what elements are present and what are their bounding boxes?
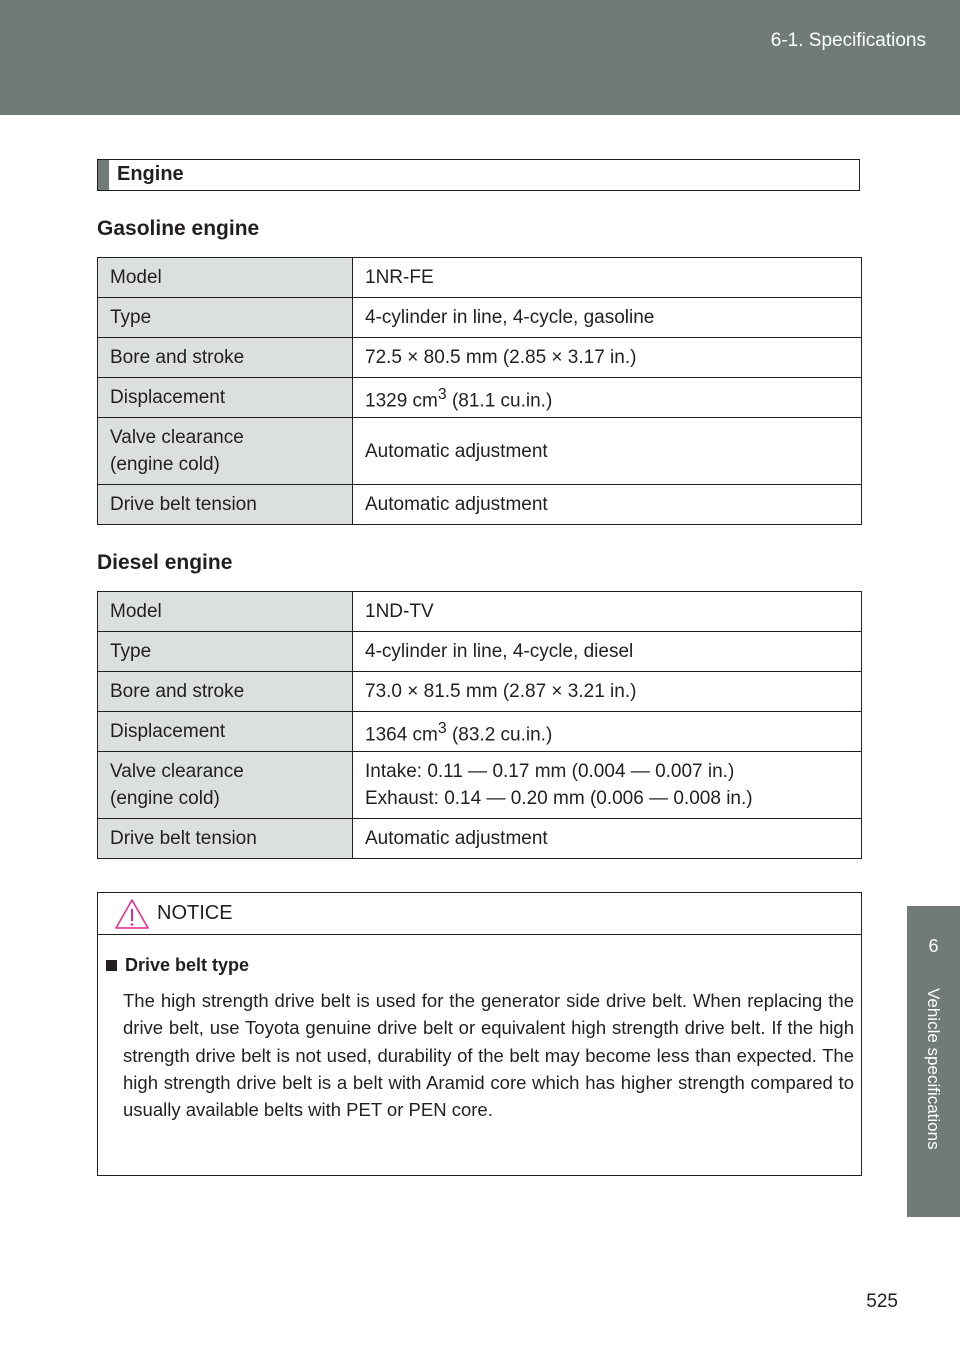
page-header xyxy=(0,0,960,115)
table-row xyxy=(98,418,862,485)
spec-label: Model xyxy=(98,592,353,632)
notice-item-title xyxy=(106,955,249,976)
chapter-tab xyxy=(907,906,960,1217)
spec-label xyxy=(98,418,353,485)
intake-clearance: Intake: 0.11 — 0.17 mm (0.004 — 0.007 in.) xyxy=(365,761,735,782)
spec-value: 73.0 × 81.5 mm (2.87 × 3.21 in.) xyxy=(353,672,862,712)
chapter-number: 6 xyxy=(928,936,939,956)
superscript: 3 xyxy=(437,719,447,737)
spec-label xyxy=(98,752,353,819)
table-row xyxy=(98,485,862,525)
table-row xyxy=(98,298,862,338)
spec-value: Automatic adjustment xyxy=(353,418,862,485)
spec-value: 1ND-TV xyxy=(353,592,862,632)
notice-title: NOTICE xyxy=(157,902,233,924)
notice-item-label: Drive belt type xyxy=(125,955,250,975)
label-line: (engine cold) xyxy=(110,454,220,475)
spec-value: Automatic adjustment xyxy=(353,819,862,859)
spec-label: Model xyxy=(98,258,353,298)
section-breadcrumb: 6-1. Specifications xyxy=(770,30,926,51)
displacement-number: 1364 cm xyxy=(365,724,438,746)
displacement-imperial: (83.2 cu.in.) xyxy=(446,724,553,746)
spec-value xyxy=(353,712,862,752)
exhaust-clearance: Exhaust: 0.14 — 0.20 mm (0.006 — 0.008 in.) xyxy=(365,788,753,809)
spec-value: 4-cylinder in line, 4-cycle, gasoline xyxy=(353,298,862,338)
spec-value xyxy=(353,378,862,418)
displacement-number: 1329 cm xyxy=(365,390,438,412)
table-row xyxy=(98,712,862,752)
spec-label: Displacement xyxy=(98,712,353,752)
displacement-imperial: (81.1 cu.in.) xyxy=(446,390,553,412)
table-row xyxy=(98,258,862,298)
table-row xyxy=(98,378,862,418)
section-title-bar xyxy=(97,159,860,191)
warning-triangle-icon xyxy=(114,898,150,930)
spec-value: 1NR-FE xyxy=(353,258,862,298)
table-row xyxy=(98,752,862,819)
section-title: Engine xyxy=(117,163,184,185)
table-row xyxy=(98,338,862,378)
gasoline-spec-table xyxy=(97,257,862,525)
table-row xyxy=(98,672,862,712)
spec-label: Bore and stroke xyxy=(98,672,353,712)
table-row xyxy=(98,819,862,859)
diesel-spec-table xyxy=(97,591,862,859)
notice-body: The high strength drive belt is used for the generator side drive belt. When replacing the drive belt, use Toyota genuine drive belt or equivalent high strength drive belt. If the high strength drive belt is not used, durability of the belt may become less than expected. The high strength drive belt is a belt with Aramid core which has higher strength compared to usually available belts with PET or PEN core. xyxy=(123,990,854,1121)
spec-label: Drive belt tension xyxy=(98,485,353,525)
label-line: (engine cold) xyxy=(110,788,220,809)
notice-header xyxy=(98,893,861,935)
spec-value: Automatic adjustment xyxy=(353,485,862,525)
spec-label: Type xyxy=(98,632,353,672)
table-row xyxy=(98,592,862,632)
bullet-square-icon xyxy=(106,960,117,971)
notice-box xyxy=(97,892,862,1176)
table-row xyxy=(98,632,862,672)
chapter-label: Vehicle specifications xyxy=(924,988,943,1150)
spec-label: Drive belt tension xyxy=(98,819,353,859)
page-number: 525 xyxy=(866,1291,898,1312)
superscript: 3 xyxy=(437,385,447,403)
spec-label: Type xyxy=(98,298,353,338)
section-accent xyxy=(98,160,109,190)
spec-value xyxy=(353,752,862,819)
label-line: Valve clearance xyxy=(110,761,244,782)
spec-label: Displacement xyxy=(98,378,353,418)
label-line: Valve clearance xyxy=(110,427,244,448)
spec-label: Bore and stroke xyxy=(98,338,353,378)
spec-value: 4-cylinder in line, 4-cycle, diesel xyxy=(353,632,862,672)
diesel-heading: Diesel engine xyxy=(97,551,233,574)
spec-value: 72.5 × 80.5 mm (2.85 × 3.17 in.) xyxy=(353,338,862,378)
gasoline-heading: Gasoline engine xyxy=(97,217,260,240)
